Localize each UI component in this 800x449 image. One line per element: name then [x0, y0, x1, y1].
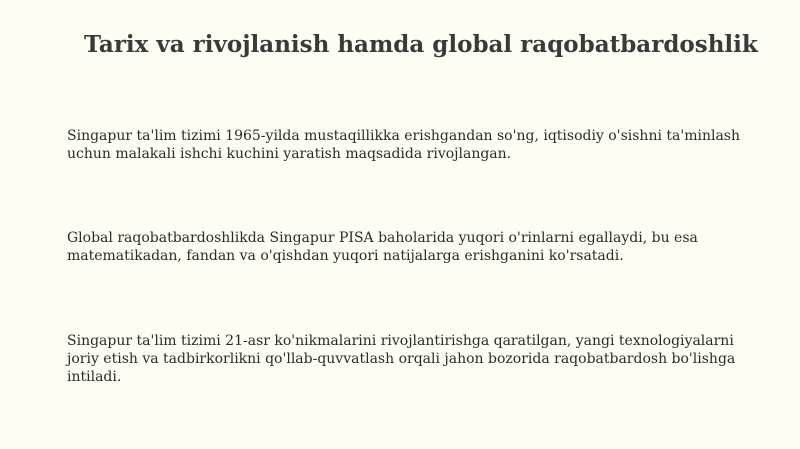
slide-title: Tarix va rivojlanish hamda global raqobatbardoshlik — [84, 31, 758, 58]
paragraph-21st-century-skills: Singapur ta'lim tizimi 21-asr ko'nikmalarini rivojlantirishga qaratilgan, yangi texnologiyalarni joriy etish va tadbirkorlikni qo'llab-quvvatlash orqali jahon bozorida raqobatbardosh bo'lishga intiladi. — [67, 333, 736, 385]
paragraph-history: Singapur ta'lim tizimi 1965-yilda mustaqillikka erishgandan so'ng, iqtisodiy o'sishni ta'minlash uchun malakali ishchi kuchini yaratish maqsadida rivojlangan. — [67, 128, 740, 162]
paragraph-competitiveness: Global raqobatbardoshlikda Singapur PISA baholarida yuqori o'rinlarni egallaydi, bu esa matematikadan, fandan va o'qishdan yuqori natijalarga erishganini ko'rsatadi. — [67, 230, 698, 264]
